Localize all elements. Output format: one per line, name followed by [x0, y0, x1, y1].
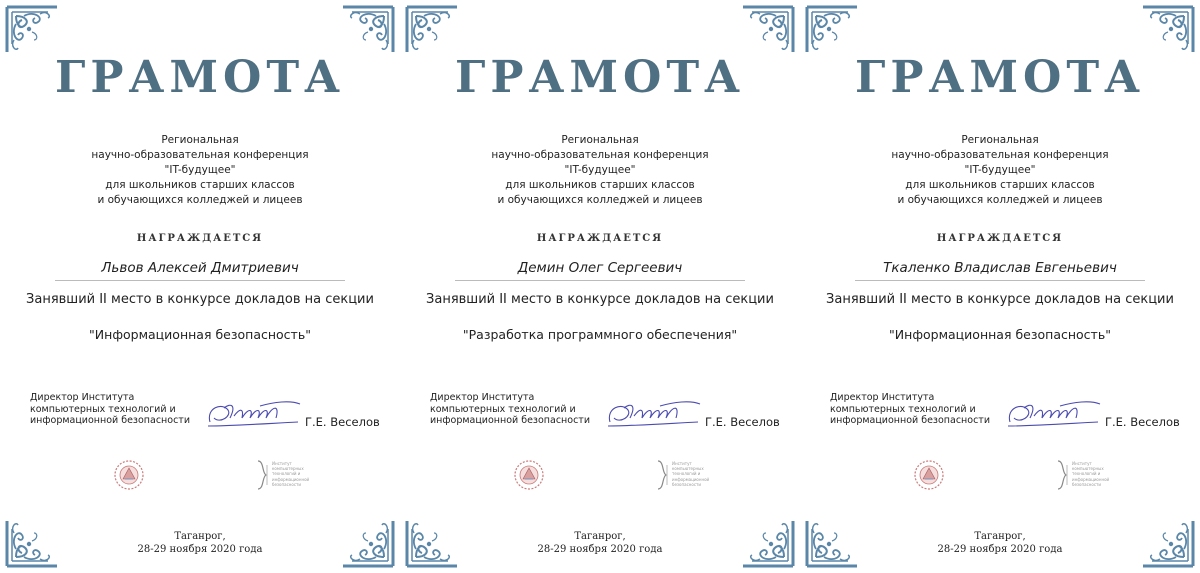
footer-date: 28-29 ноября 2020 года [937, 544, 1063, 555]
conference-line: для школьников старших классов [505, 179, 695, 191]
awarded-heading: НАГРАЖДАЕТСЯ [536, 233, 664, 244]
director-line: Директор Института [830, 392, 935, 403]
institute-logo-line: информационной [672, 476, 710, 482]
institute-logo-line: компьютерных [1072, 466, 1104, 472]
conference-line: "IT-будущее" [964, 164, 1036, 176]
section-name: "Разработка программного обеспечения" [462, 327, 738, 342]
institute-logo-line: технологий и [672, 471, 701, 477]
conference-line: научно-образовательная конференция [91, 149, 309, 161]
director-line: компьютерных технологий и [30, 403, 176, 415]
corner-ornament-icon [740, 4, 796, 56]
conference-line: научно-образовательная конференция [891, 149, 1109, 161]
institute-logo-line: безопасности [272, 481, 301, 487]
institute-logo-text [272, 461, 309, 487]
certificate-title: ГРАМОТА [855, 52, 1145, 103]
place-text: Занявший II место в конкурсе докладов на секции [26, 292, 374, 307]
corner-ornament-icon [340, 4, 396, 56]
awarded-heading: НАГРАЖДАЕТСЯ [936, 233, 1064, 244]
institute-logo-line: безопасности [672, 481, 701, 487]
institute-logo-text [1072, 461, 1109, 487]
signature-image [1000, 396, 1105, 434]
corner-ornament-icon [404, 4, 460, 56]
certificate-title: ГРАМОТА [55, 52, 345, 103]
director-line: информационной безопасности [30, 415, 190, 426]
place-text: Занявший II место в конкурсе докладов на секции [826, 292, 1174, 307]
conference-description [800, 133, 1200, 208]
institute-logo-line: безопасности [1072, 481, 1101, 487]
institute-logo-line: Институт [1072, 461, 1092, 466]
signature-image [200, 396, 305, 434]
place-and-date [400, 530, 800, 556]
institute-logo-line: Институт [272, 461, 292, 466]
university-logo-icon [913, 459, 945, 491]
recipient-name: Демин Олег Сергеевич [455, 260, 745, 281]
conference-line: для школьников старших классов [105, 179, 295, 191]
university-logo-icon [113, 459, 145, 491]
section-name: "Информационная безопасность" [89, 327, 311, 342]
institute-logo-text [672, 461, 709, 487]
institute-logo-line: информационной [272, 476, 310, 482]
conference-line: и обучающихся колледжей и лицеев [497, 194, 703, 206]
conference-line: Региональная [561, 134, 639, 146]
recipient-name: Львов Алексей Дмитриевич [55, 260, 345, 281]
conference-line: "IT-будущее" [564, 164, 636, 176]
director-line: Директор Института [30, 392, 135, 403]
director-line: информационной безопасности [430, 415, 590, 426]
certificate [0, 0, 400, 573]
awarded-heading: НАГРАЖДАЕТСЯ [136, 233, 264, 244]
institute-logo-line: информационной [1072, 476, 1110, 482]
director-line: компьютерных технологий и [830, 403, 976, 415]
signatory-name: Г.Е. Веселов [1105, 415, 1180, 429]
institute-logo-line: Институт [672, 461, 692, 466]
corner-ornament-icon [1140, 4, 1196, 56]
conference-line: "IT-будущее" [164, 164, 236, 176]
institute-logo-line: технологий и [272, 471, 301, 477]
conference-description [0, 133, 400, 208]
signatory-name: Г.Е. Веселов [305, 415, 380, 429]
institute-logo-line: компьютерных [672, 466, 704, 472]
corner-ornament-icon [804, 4, 860, 56]
place-text: Занявший II место в конкурсе докладов на секции [426, 292, 774, 307]
conference-line: Региональная [161, 134, 239, 146]
director-line: компьютерных технологий и [430, 403, 576, 415]
section-name: "Информационная безопасность" [889, 327, 1111, 342]
conference-line: Региональная [961, 134, 1039, 146]
institute-logo [656, 459, 736, 491]
institute-logo [256, 459, 336, 491]
certificate-title: ГРАМОТА [455, 52, 745, 103]
footer-date: 28-29 ноября 2020 года [137, 544, 263, 555]
signature-image [600, 396, 705, 434]
institute-logo-line: технологий и [1072, 471, 1101, 477]
director-line: Директор Института [430, 392, 535, 403]
conference-line: научно-образовательная конференция [491, 149, 709, 161]
footer-date: 28-29 ноября 2020 года [537, 544, 663, 555]
conference-line: для школьников старших классов [905, 179, 1095, 191]
certificate [800, 0, 1200, 573]
place-and-date [800, 530, 1200, 556]
footer-city: Таганрог, [174, 531, 226, 542]
institute-logo-line: компьютерных [272, 466, 304, 472]
certificate [400, 0, 800, 573]
footer-city: Таганрог, [974, 531, 1026, 542]
conference-description [400, 133, 800, 208]
conference-line: и обучающихся колледжей и лицеев [897, 194, 1103, 206]
signatory-name: Г.Е. Веселов [705, 415, 780, 429]
director-line: информационной безопасности [830, 415, 990, 426]
institute-logo [1056, 459, 1136, 491]
place-and-date [0, 530, 400, 556]
corner-ornament-icon [4, 4, 60, 56]
university-logo-icon [513, 459, 545, 491]
conference-line: и обучающихся колледжей и лицеев [97, 194, 303, 206]
recipient-name: Ткаленко Владислав Евгеньевич [855, 260, 1145, 281]
footer-city: Таганрог, [574, 531, 626, 542]
